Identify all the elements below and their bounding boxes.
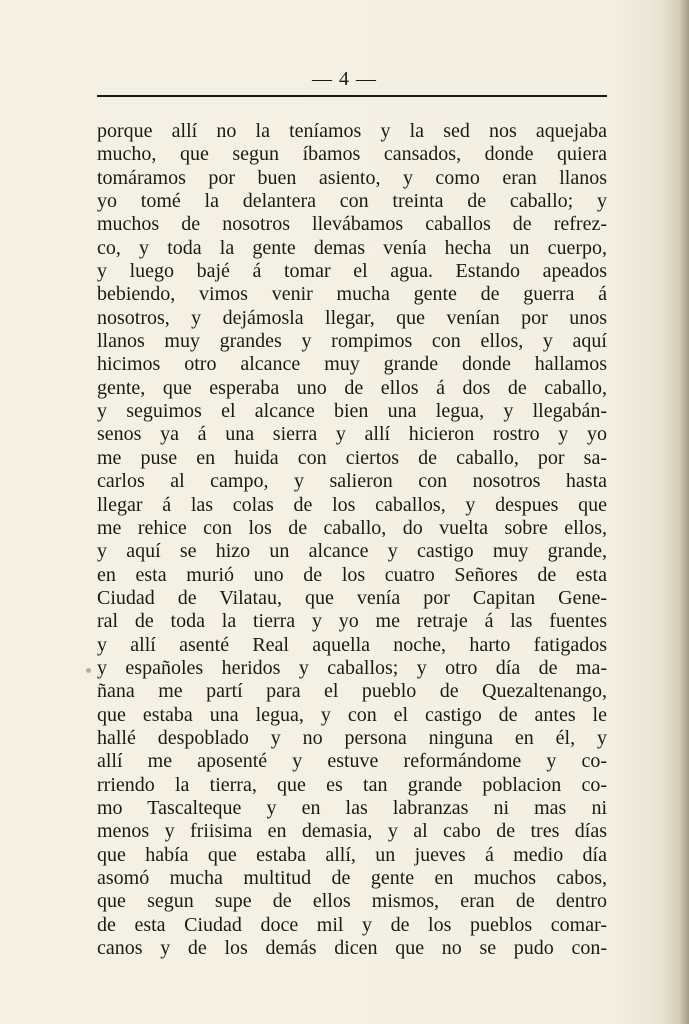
text-line: muchos de nosotros llevábamos caballos de refrez- [97,213,607,236]
text-line: y allí asenté Real aquella noche, harto fatigados [97,633,607,656]
text-line: de esta Ciudad doce mil y de los pueblos comar- [97,913,607,936]
text-line: que segun supe de ellos mismos, eran de dentro [97,890,607,913]
text-line: rriendo la tierra, que es tan grande poblacion co- [97,773,607,796]
text-line: bebiendo, vimos venir mucha gente de guerra á [97,283,607,306]
text-line: y luego bajé á tomar el agua. Estando apeados [97,260,607,283]
text-line: que había que estaba allí, un jueves á medio día [97,843,607,866]
text-line: ñana me partí para el pueblo de Quezaltenango, [97,680,607,703]
text-line: y aquí se hizo un alcance y castigo muy grande, [97,540,607,563]
text-line: allí me aposenté y estuve reformándome y co- [97,750,607,773]
text-line: llanos muy grandes y rompimos con ellos, y aquí [97,330,607,353]
text-line: Ciudad de Vilatau, que venía por Capitan Gene- [97,586,607,609]
text-line: en esta murió uno de los cuatro Señores de esta [97,563,607,586]
text-line: menos y friisima en demasia, y al cabo de tres días [97,820,607,843]
text-line: y españoles heridos y caballos; y otro día de ma- [97,656,607,679]
header-rule [97,95,607,97]
paper-speck [86,668,91,673]
text-line: canos y de los demás dicen que no se pudo con- [97,937,607,960]
text-line: nosotros, y dejámosla llegar, que venían por unos [97,306,607,329]
text-line: gente, que esperaba uno de ellos á dos de caballo, [97,376,607,399]
text-line: y seguimos el alcance bien una legua, y llegabán- [97,400,607,423]
body-text [97,120,607,960]
text-line: mo Tascalteque y en las labranzas ni mas ni [97,796,607,819]
text-line: me rehice con los de caballo, do vuelta sobre ellos, [97,516,607,539]
text-line: senos ya á una sierra y allí hicieron rostro y yo [97,423,607,446]
text-line: asomó mucha multitud de gente en muchos cabos, [97,867,607,889]
page-number: — 4 — [312,68,377,90]
text-line: hallé despoblado y no persona ninguna en él, y [97,726,607,749]
text-line: ral de toda la tierra y yo me retraje á las fuentes [97,610,607,633]
text-line: carlos al campo, y salieron con nosotros hasta [97,470,607,493]
text-line: yo tomé la delantera con treinta de caballo; y [97,190,607,213]
text-line: co, y toda la gente demas venía hecha un cuerpo, [97,236,607,259]
text-line: que estaba una legua, y con el castigo de antes le [97,703,607,726]
text-line: me puse en huida con ciertos de caballo, por sa- [97,446,607,469]
text-line: mucho, que segun íbamos cansados, donde quiera [97,143,607,166]
page-edge-shadow [679,0,689,1024]
text-line: tomáramos por buen asiento, y como eran llanos [97,166,607,189]
text-line: hicimos otro alcance muy grande donde hallamos [97,353,607,376]
text-line: llegar á las colas de los caballos, y despues que [97,493,607,516]
text-line: porque allí no la teníamos y la sed nos aquejaba [97,120,607,142]
